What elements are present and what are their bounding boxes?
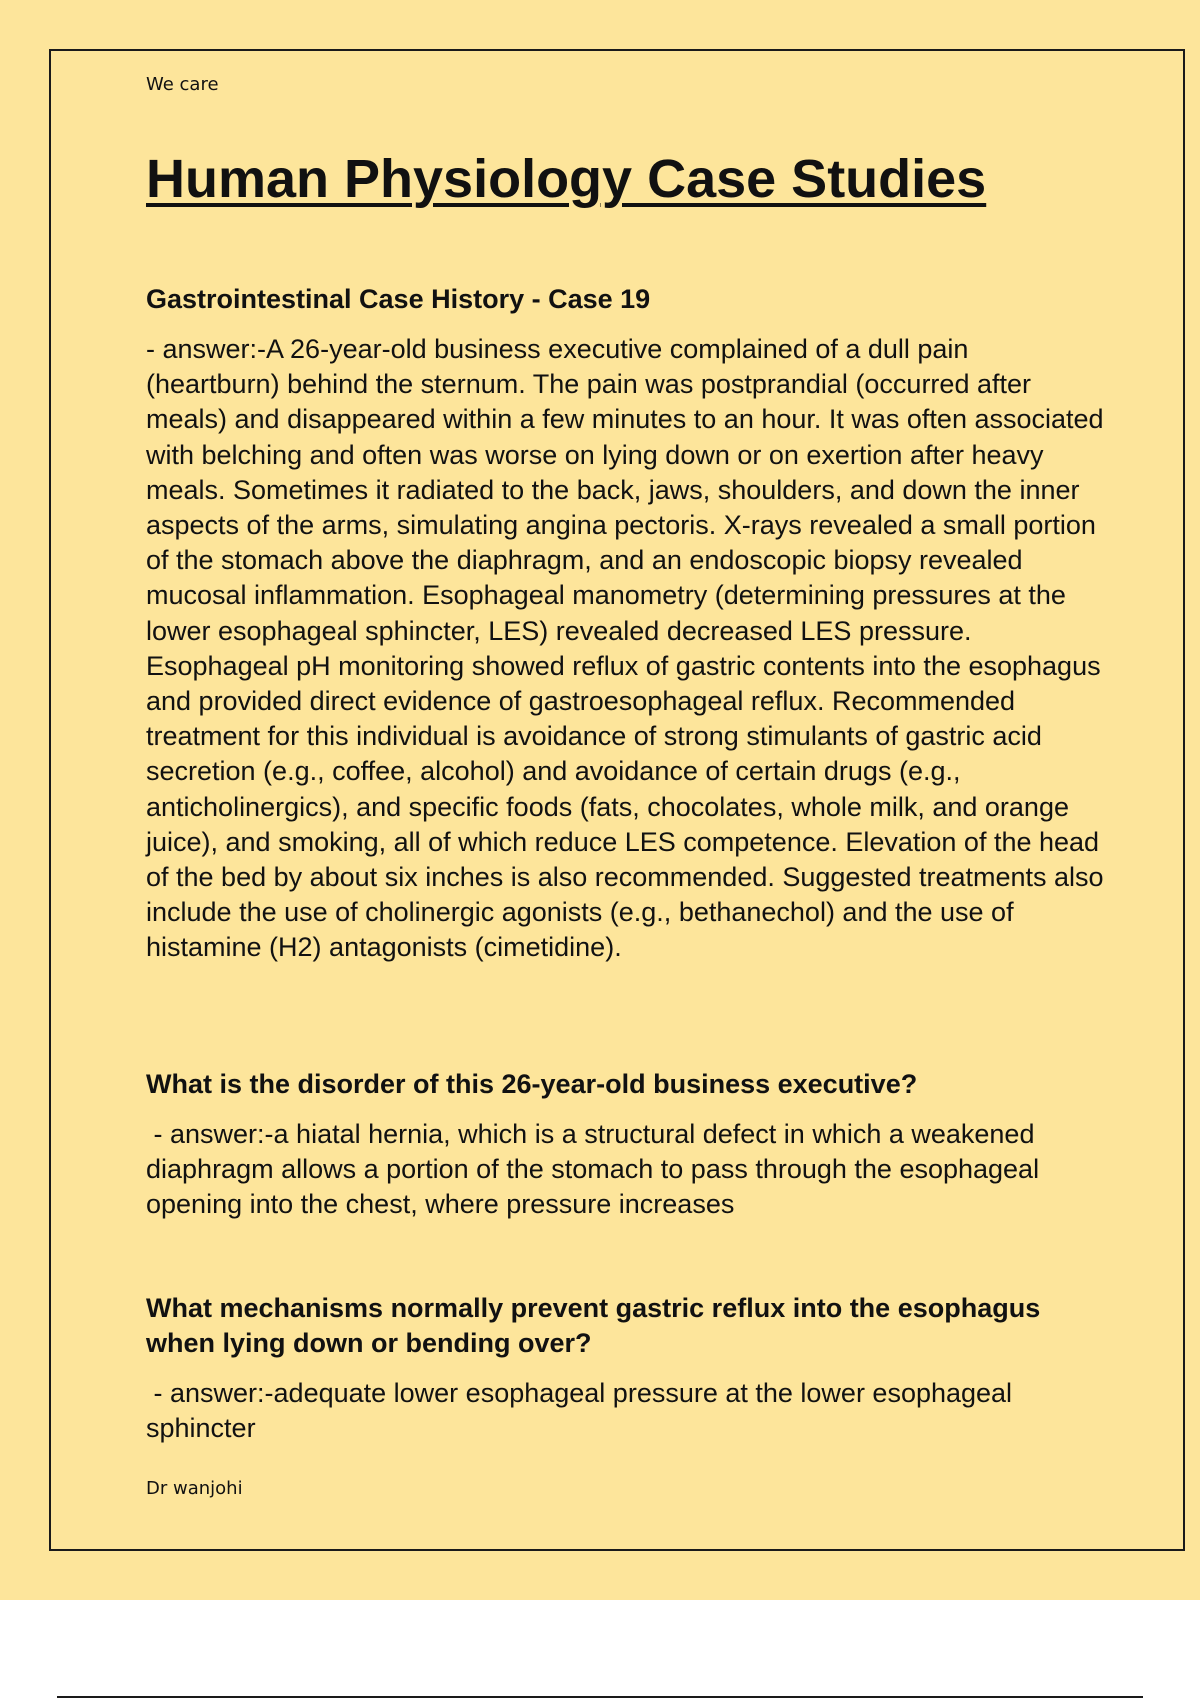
case-heading: Gastrointestinal Case History - Case 19 bbox=[146, 284, 651, 314]
case-section bbox=[146, 282, 1106, 966]
bottom-divider bbox=[57, 1696, 1143, 1698]
page-title: Human Physiology Case Studies bbox=[146, 149, 987, 209]
question-2-section bbox=[146, 1291, 1106, 1446]
footer-note: Dr wanjohi bbox=[146, 1478, 243, 1499]
question-2-answer: - answer:-adequate lower esophageal pressure at the lower esophageal sphincter bbox=[146, 1378, 1020, 1444]
question-1-answer: - answer:-a hiatal hernia, which is a structural defect in which a weakened diaphragm allows a portion of the stomach to pass through the esophageal opening into the chest, where pressure increases bbox=[146, 1119, 1047, 1220]
question-1-heading: What is the disorder of this 26-year-old business executive? bbox=[146, 1069, 918, 1099]
case-text: - answer:-A 26-year-old business executive complained of a dull pain (heartburn) behind the sternum. The pain was postprandial (occurred after meals) and disappeared within a few minutes to an hour. It was often associated with belching and often was worse on lying down or on exertion after heavy meals. Sometimes it radiated to the back, jaws, shoulders, and down the inner aspects of the arms, simulating angina pectoris. X-rays revealed a small portion of the stomach above the diaphragm, and an endoscopic biopsy revealed mucosal inflammation. Esophageal manometry (determining pressures at the lower esophageal sphincter, LES) revealed decreased LES pressure. Esophageal pH monitoring showed reflux of gastric contents into the esophagus and provided direct evidence of gastroesophageal reflux. Recommended treatment for this individual is avoidance of strong stimulants of gastric acid secretion (e.g., coffee, alcohol) and avoidance of certain drugs (e.g., anticholinergics), and specific foods (fats, chocolates, whole milk, and orange juice), and smoking, all of which reduce LES competence. Elevation of the head of the bed by about six inches is also recommended. Suggested treatments also include the use of cholinergic agonists (e.g., bethanechol) and the use of histamine (H2) antagonists (cimetidine). bbox=[146, 334, 1104, 963]
header-note: We care bbox=[146, 74, 219, 95]
question-2-heading: What mechanisms normally prevent gastric reflux into the esophagus when lying down or bending over? bbox=[146, 1293, 1041, 1358]
question-1-section bbox=[146, 1067, 1106, 1223]
